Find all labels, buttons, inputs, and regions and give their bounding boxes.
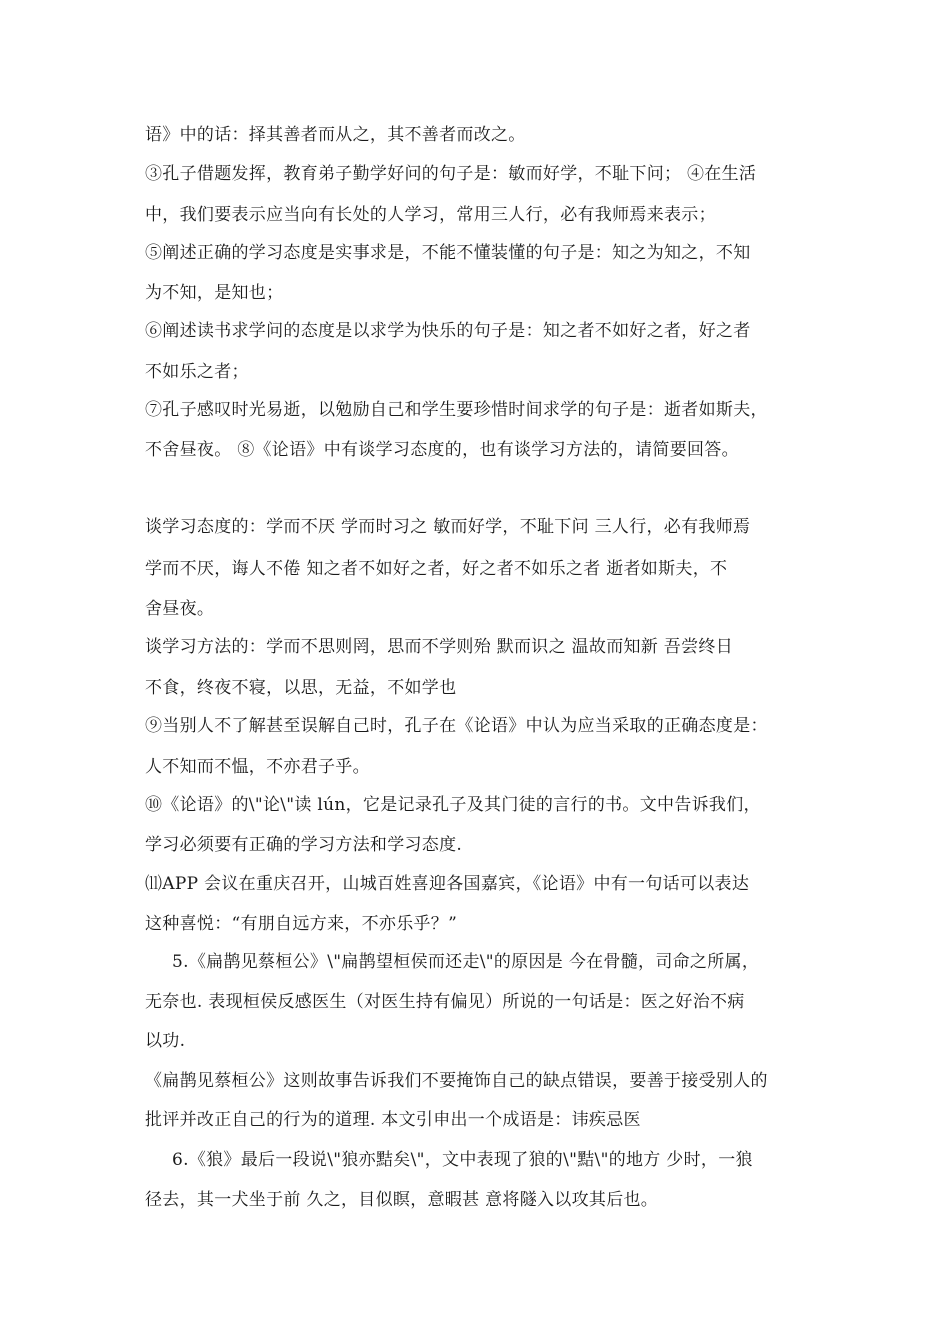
text-line: 5.《扁鹊见蔡桓公》\"扁鹊望桓侯而还走\"的原因是 今在骨髓，司命之所属， [172, 952, 760, 972]
text-line: 为不知，是知也； [145, 283, 284, 303]
text-line: 不舍昼夜。 ⑧《论语》中有谈学习态度的，也有谈学习方法的，请简要回答。 [145, 440, 739, 460]
text-line: 人不知而不愠，不亦君子乎。 [145, 757, 370, 777]
text-line: 谈学习态度的：学而不厌 学而时习之 敏而好学，不耻下问 三人行，必有我师焉 [145, 517, 751, 537]
text-line: ⑨当别人不了解甚至误解自己时，孔子在《论语》中认为应当采取的正确态度是： [145, 716, 768, 736]
text-line: ③孔子借题发挥，教育弟子勤学好问的句子是：敏而好学，不耻下问； ④在生活 [145, 164, 757, 184]
text-line: 不如乐之者； [145, 362, 249, 382]
text-line: 舍昼夜。 [145, 599, 215, 619]
text-line: 径去，其一犬坐于前 久之，目似瞑，意暇甚 意将隧入以攻其后也。 [145, 1190, 659, 1210]
text-line: 批评并改正自己的行为的道理. 本文引申出一个成语是：讳疾忌医 [145, 1110, 641, 1130]
text-line: ⑥阐述读书求学问的态度是以求学为快乐的句子是：知之者不如好之者，好之者 [145, 321, 751, 341]
text-line: 学而不厌，诲人不倦 知之者不如好之者，好之者不如乐之者 逝者如斯夫，不 [145, 559, 728, 579]
text-line: 6.《狼》最后一段说\"狼亦黠矣\"，文中表现了狼的\"黠\"的地方 少时，一狼 [172, 1150, 753, 1170]
text-line: 这种喜悦：“有朋自远方来，不亦乐乎？” [145, 914, 458, 934]
text-line: 中，我们要表示应当向有长处的人学习，常用三人行，必有我师焉来表示； [145, 205, 716, 225]
text-line: ⑤阐述正确的学习态度是实事求是，不能不懂装懂的句子是：知之为知之，不知 [145, 243, 751, 263]
text-line: 不食，终夜不寝，以思，无益，不如学也 [145, 678, 457, 698]
text-line: 学习必须要有正确的学习方法和学习态度. [145, 835, 463, 855]
text-line: 以功. [145, 1031, 186, 1051]
text-line: 语》中的话：择其善者而从之，其不善者而改之。 [145, 125, 526, 145]
text-line: 无奈也. 表现桓侯反感医生（对医生持有偏见）所说的一句话是：医之好治不病 [145, 992, 745, 1012]
text-line: ⑩《论语》的\"论\"读 lún，它是记录孔子及其门徒的言行的书。文中告诉我们， [145, 795, 761, 815]
text-line: 谈学习方法的：学而不思则罔，思而不学则殆 默而识之 温故而知新 吾尝终日 [145, 637, 734, 657]
text-line: ⑦孔子感叹时光易逝，以勉励自己和学生要珍惜时间求学的句子是：逝者如斯夫， [145, 400, 768, 420]
text-line: ⑾APP 会议在重庆召开，山城百姓喜迎各国嘉宾，《论语》中有一句话可以表达 [145, 874, 750, 894]
text-line: 《扁鹊见蔡桓公》这则故事告诉我们不要掩饰自己的缺点错误，要善于接受别人的 [145, 1071, 768, 1091]
